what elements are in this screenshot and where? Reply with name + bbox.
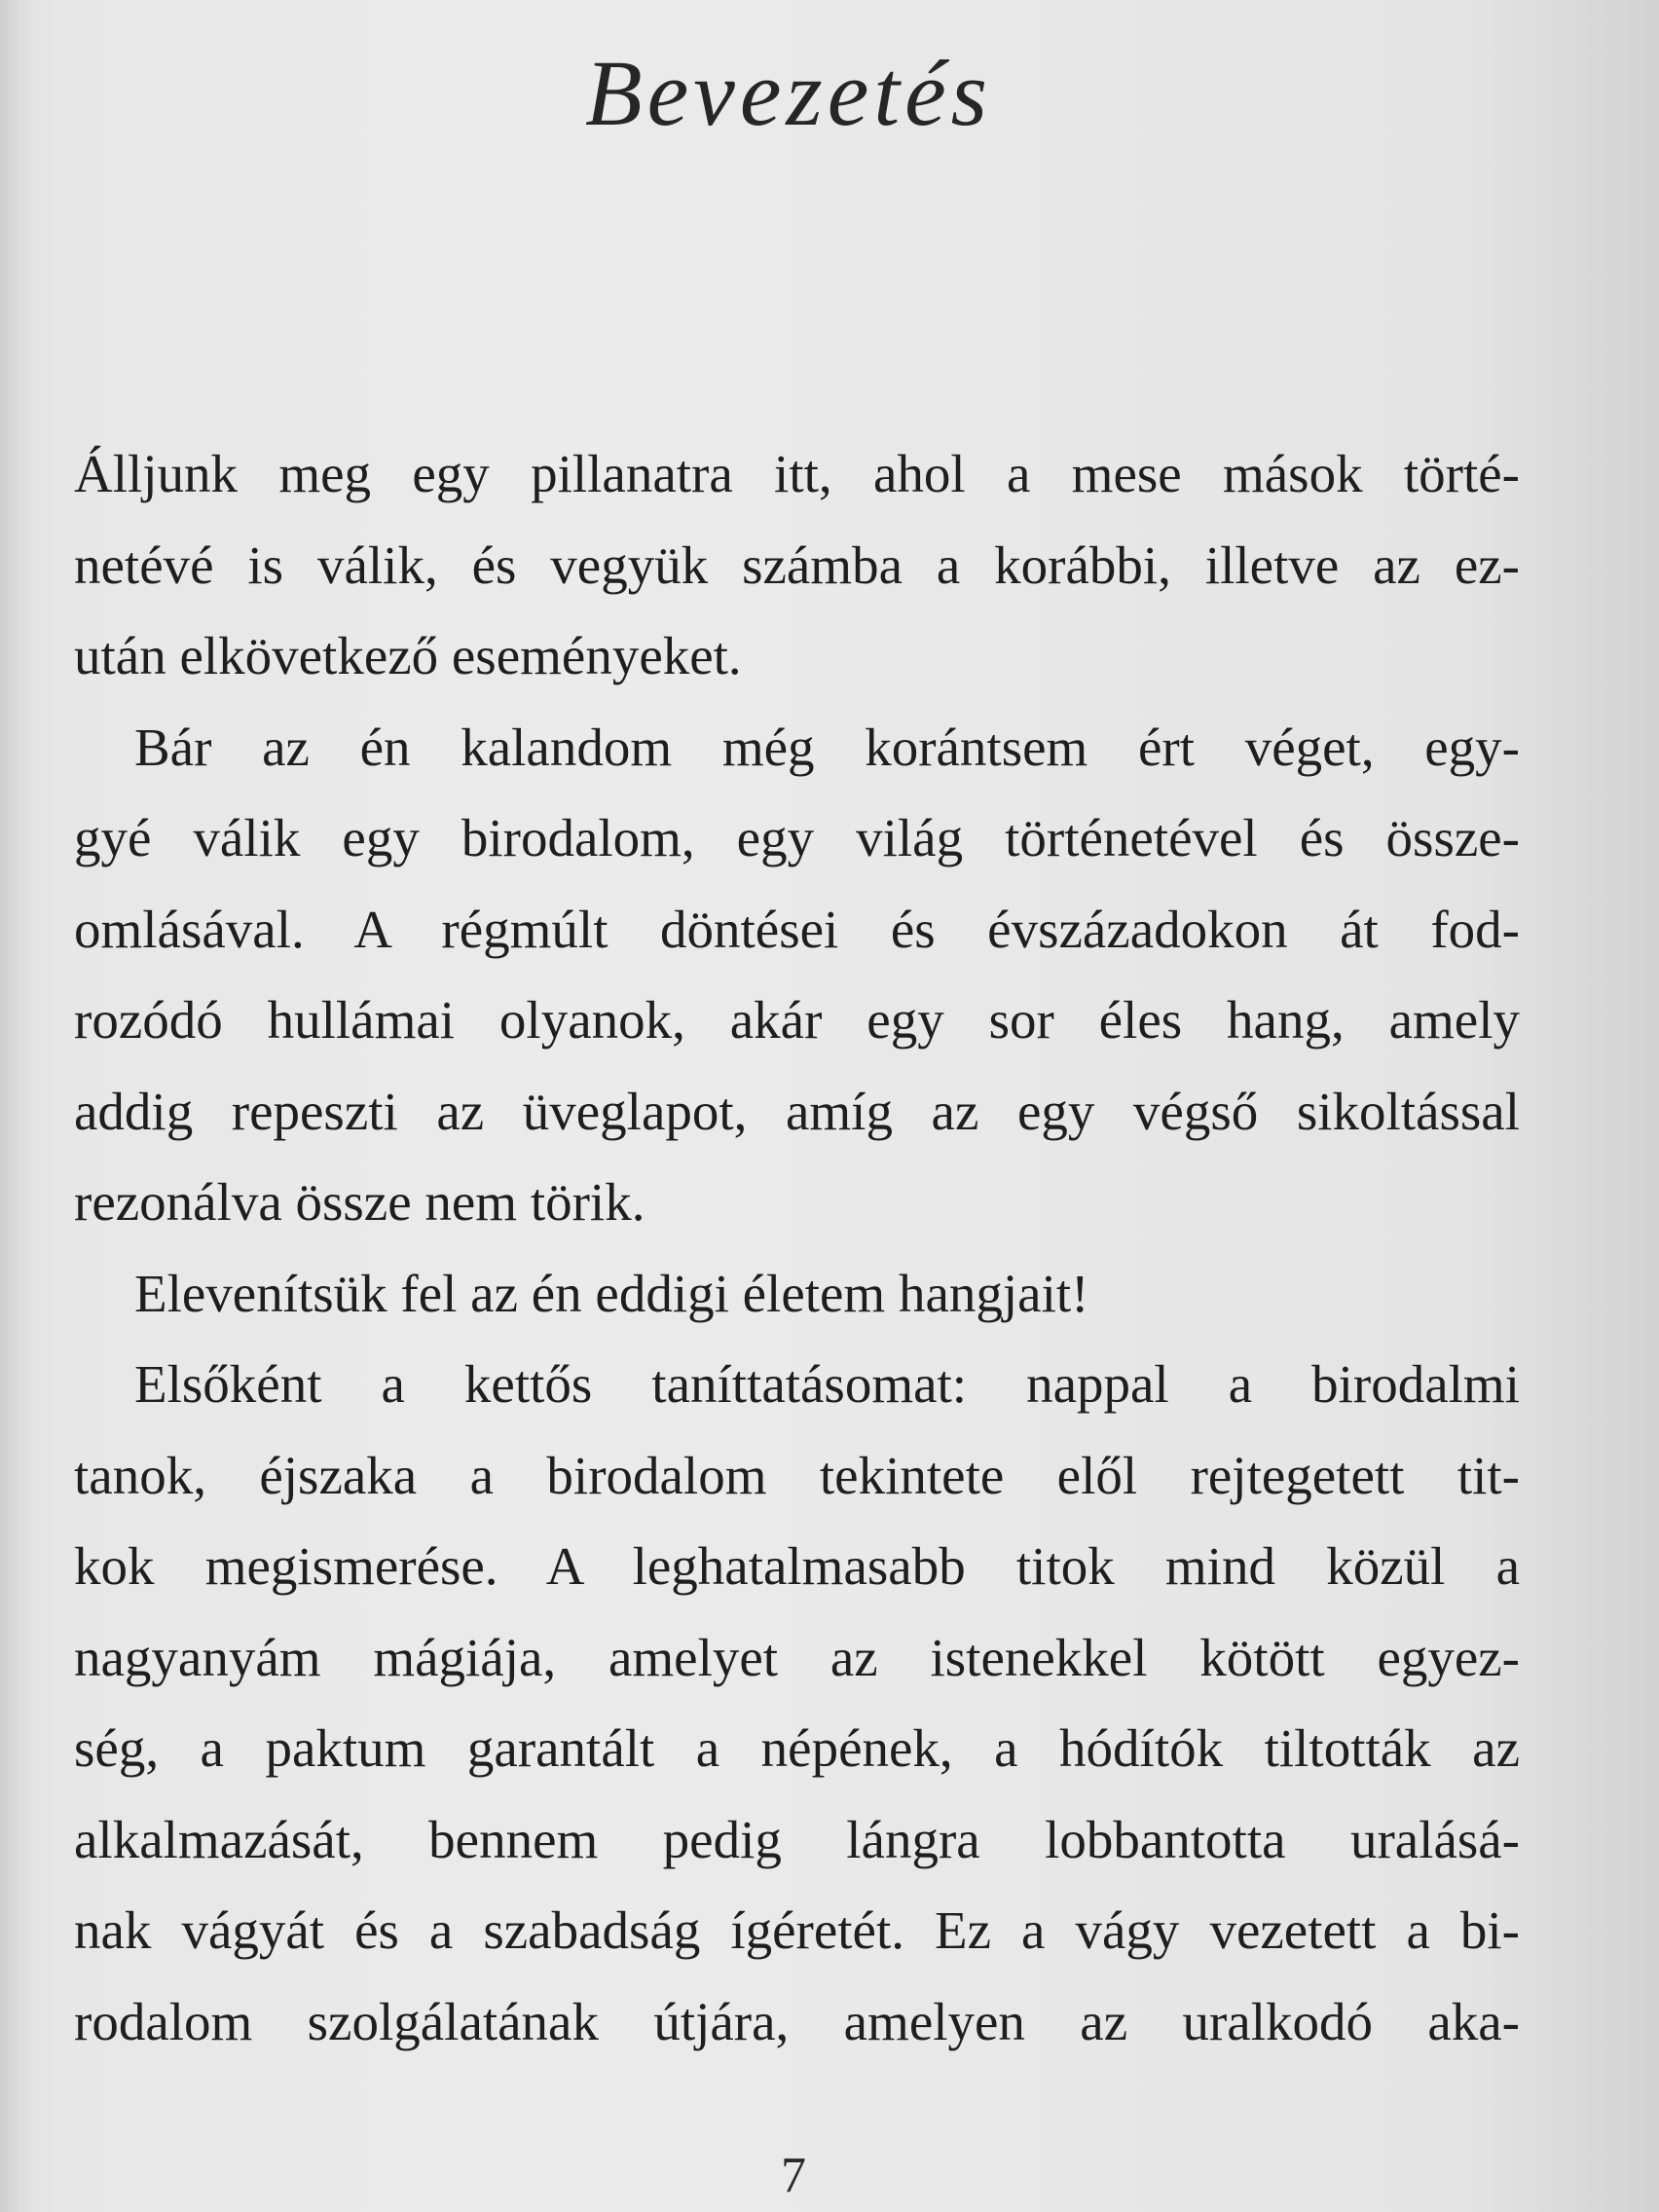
text-line: omlásával. A régmúlt döntései és évszázadokon át fod- <box>74 899 1520 959</box>
text-line: Elsőként a kettős taníttatásomat: nappal a birodalmi <box>134 1354 1520 1414</box>
text-line: nagyanyám mágiája, amelyet az istenekkel kötött egyez- <box>74 1627 1520 1687</box>
text-line: rodalom szolgálatának útjára, amelyen az uralkodó aka- <box>74 1991 1520 2051</box>
text-line: Álljunk meg egy pillanatra itt, ahol a mese mások törté- <box>74 444 1520 503</box>
text-line: kok megismerése. A leghatalmasabb titok mind közül a <box>74 1536 1520 1596</box>
text-line: netévé is válik, és vegyük számba a korábbi, illetve az ez- <box>74 535 1520 595</box>
text-line: Bár az én kalandom még korántsem ért véget, egy- <box>134 717 1520 777</box>
text-line: gyé válik egy birodalom, egy világ történetével és össze- <box>74 808 1520 867</box>
text-line: Elevenítsük fel az én eddigi életem hangjait! <box>134 1263 1089 1323</box>
text-line: ség, a paktum garantált a népének, a hódítók tiltották az <box>74 1718 1520 1778</box>
text-line: tanok, éjszaka a birodalom tekintete elől rejtegetett tit- <box>74 1445 1520 1505</box>
text-line: nak vágyát és a szabadság ígéretét. Ez a vágy vezetett a bi- <box>74 1900 1520 1960</box>
page-number: 7 <box>781 2148 806 2203</box>
text-line: addig repeszti az üveglapot, amíg az egy végső sikoltással <box>74 1081 1520 1141</box>
body-text <box>74 428 1520 2067</box>
chapter-title: Bevezetés <box>584 41 993 145</box>
text-line: rozódó hullámai olyanok, akár egy sor éles hang, amely <box>74 990 1520 1050</box>
text-line: után elkövetkező eseményeket. <box>74 626 742 685</box>
text-line: alkalmazását, bennem pedig lángra lobbantotta uralásá- <box>74 1809 1520 1869</box>
text-line: rezonálva össze nem törik. <box>74 1172 645 1232</box>
